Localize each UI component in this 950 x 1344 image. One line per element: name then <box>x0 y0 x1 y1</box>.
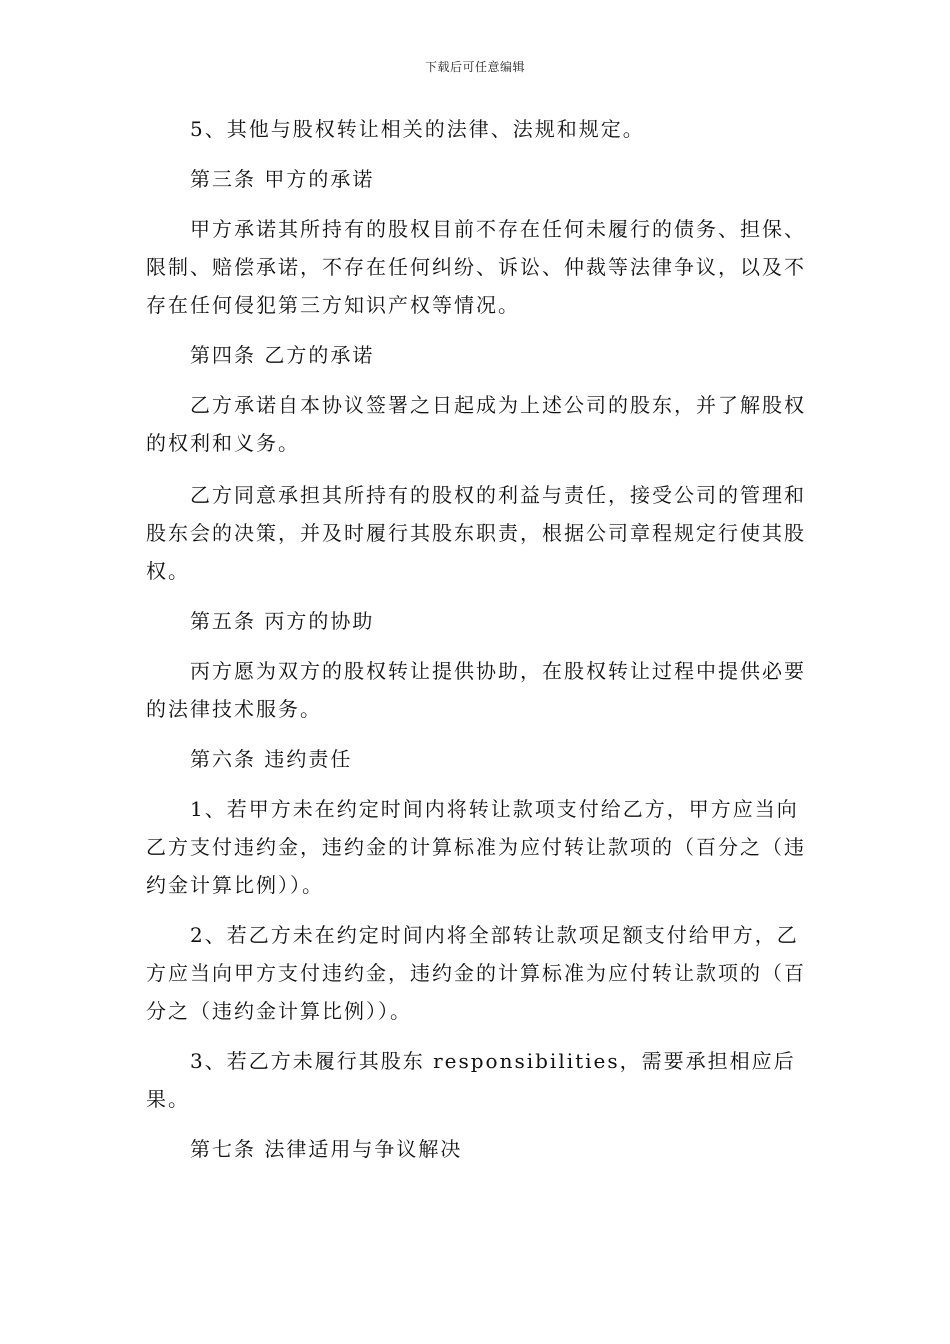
header-note: 下载后可任意编辑 <box>424 60 525 74</box>
section-heading-4: 第四条 乙方的承诺 <box>190 343 375 367</box>
paragraph-liability-2: 2、若乙方未在约定时间内将全部转让款项足额支付给甲方，乙方应当向甲方支付违约金，违约金的计算标准为应付转让款项的（百分之（违约金计算比例））。 <box>146 923 806 1023</box>
document-body <box>146 110 806 1168</box>
paragraph-party-b-commitment-1: 乙方承诺自本协议签署之日起成为上述公司的股东，并了解股权的权利和义务。 <box>146 393 806 455</box>
paragraph-party-a-commitment: 甲方承诺其所持有的股权目前不存在任何未履行的债务、担保、限制、赔偿承诺，不存在任何纠纷、诉讼、仲裁等法律争议，以及不存在任何侵犯第三方知识产权等情况。 <box>146 217 806 317</box>
section-heading-7: 第七条 法律适用与争议解决 <box>190 1137 463 1161</box>
clause-item-5: 5、其他与股权转让相关的法律、法规和规定。 <box>190 117 645 141</box>
section-heading-6: 第六条 违约责任 <box>190 747 353 771</box>
paragraph-party-b-commitment-2: 乙方同意承担其所持有的股权的利益与责任，接受公司的管理和股东会的决策，并及时履行其股东职责，根据公司章程规定行使其股权。 <box>146 483 806 583</box>
paragraph-party-c-assistance: 丙方愿为双方的股权转让提供协助，在股权转让过程中提供必要的法律技术服务。 <box>146 659 806 721</box>
section-heading-3: 第三条 甲方的承诺 <box>190 167 375 191</box>
section-heading-5: 第五条 丙方的协助 <box>190 609 375 633</box>
paragraph-liability-3: 3、若乙方未履行其股东 responsibilities，需要承担相应后果。 <box>146 1049 796 1111</box>
paragraph-liability-1: 1、若甲方未在约定时间内将转让款项支付给乙方，甲方应当向乙方支付违约金，违约金的计算标准为应付转让款项的（百分之（违约金计算比例））。 <box>146 797 806 897</box>
